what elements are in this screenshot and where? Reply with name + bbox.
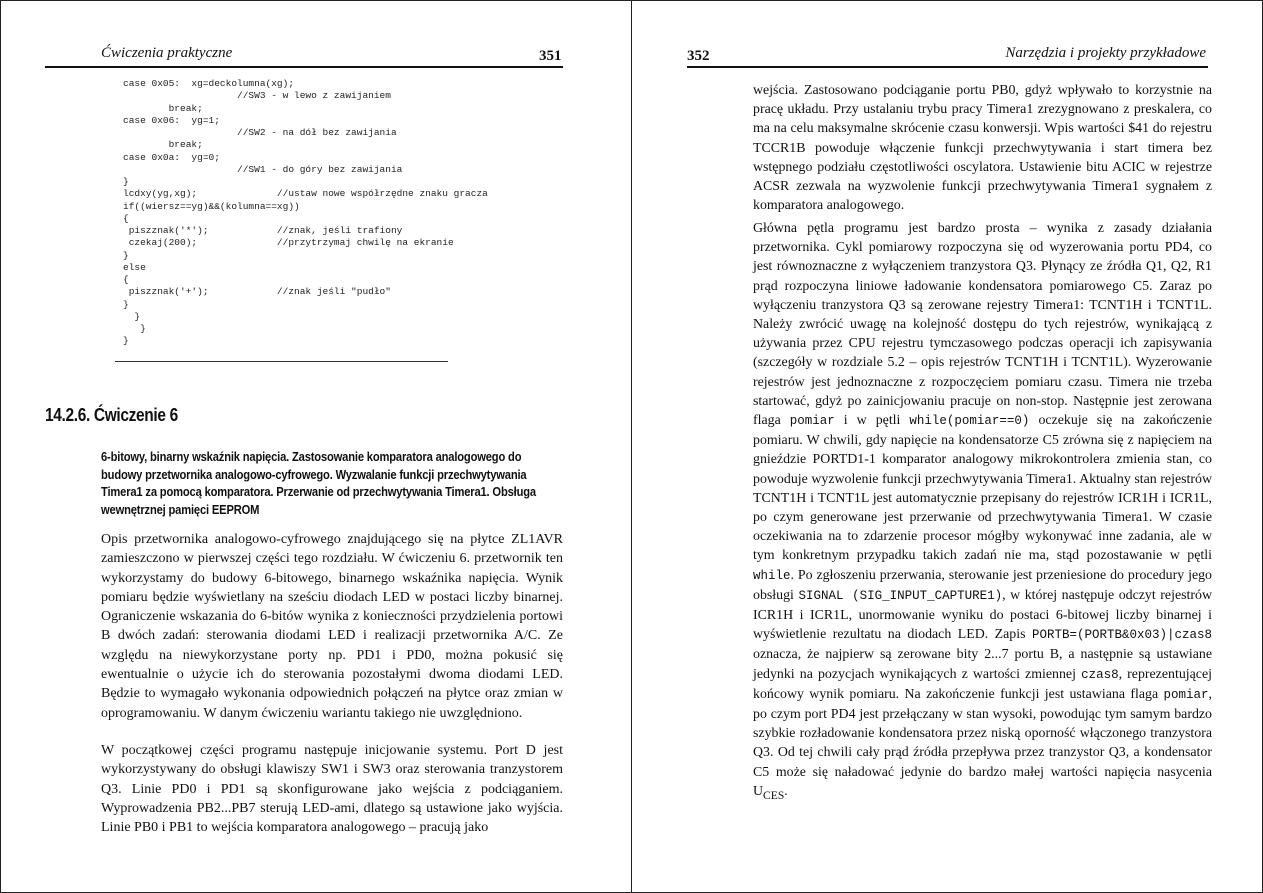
inline-code: while [753,568,791,583]
page-number: 351 [539,48,562,64]
header-rule [45,66,563,68]
code-listing [123,78,553,348]
code-line: if((wiersz==yg)&&(kolumna==xg)) [123,200,300,212]
text-run: , w której następuje odczyt rejestrów ICR1H i ICR1L, unormowanie wyniku do postaci 6-bitowej liczby binarnej i wyświetlenie rezultatu na diodach LED. Zapis [753,587,1212,643]
subscript: CES [763,788,785,802]
inline-code: PORTB=(PORTB&0x03)|czas8 [1031,628,1212,643]
paragraph: W początkowej części programu następuje inicjowanie systemu. Port D jest wykorzystywany do obsługi klawiszy SW1 i SW3 oraz sterowania tranzystorem Q3. Linie PD0 i PD1 są skonfigurowane jako wejścia z podciąganiem. Wyprowadzenia PB2...PB7 sterują LED-ami, dlatego są ustawione jako wyjścia. Linie PB0 i PB1 to wejścia komparatora analogowego – pracują jako [101,743,563,836]
code-line: lcdxy(yg,xg); //ustaw nowe współrzędne znaku gracza [123,188,488,200]
section-heading: 14.2.6. Ćwiczenie 6 [45,405,178,425]
paragraph: wejścia. Zastosowano podciąganie portu PB0, gdyż wpływało to korzystnie na pracę układu. Przy ustalaniu trybu pracy Timera1 zrezygnowano z preskalera, co ma na celu maksymalne skrócenie czasu konwersji. Wpis wartości $41 do rejestru TCCR1B powoduje włączenie funkcji przechwytywania i start timera bez wstępnego podziału częstotliwości oscylatora. Ustawienie bitu ACIC w rejestrze ACSR zezwala na wyzwolenie funkcji przechwytywania Timera1 sygnałem z komparatora analogowego. [753,83,1212,214]
code-line: //SW3 - w lewo z zawijaniem [123,90,391,102]
code-end-rule [115,361,448,362]
code-line: } [123,323,146,334]
code-line: case 0x05: xg=deckolumna(xg); [123,78,295,89]
text-run: i w pętli [834,413,910,429]
code-line: { [123,212,129,224]
code-line: czekaj(200); //przytrzymaj chwilę na ekranie [123,237,454,249]
exercise-subheading: 6-bitowy, binarny wskaźnik napięcia. Zastosowanie komparatora analogowego do budowy przetwornika analogowo-cyfrowego. Wyzwalanie funkcji przechwytywania Timera1 za pomocą komparatora. Przerwanie od przechwytywania Timera1. Obsługa wewnętrznej pamięci EEPROM [101,449,536,517]
code-line: piszznak('*'); //znak, jeśli trafiony [123,225,403,236]
inline-code: while(pomiar==0) [909,414,1030,429]
text-run: . Po zgłoszeniu przerwania, sterowanie jest przeniesione do procedury jego obsługi [753,567,1212,603]
inline-code: pomiar [1163,687,1209,702]
paragraph [753,219,1212,805]
header-rule [687,66,1208,68]
code-line: break; [123,139,203,151]
code-line: } [123,298,129,310]
text-run: . [784,783,788,799]
paragraph: Opis przetwornika analogowo-cyfrowego znajdującego się na płytce ZL1AVR zamieszczono w pierwszej części tego rozdziału. W ćwiczeniu 6. przetwornik ten wykorzystamy do budowy 6-bitowego, binarnego wskaźnika napięcia. Wynik pomiaru będzie wyświetlany na sześciu diodach LED w postaci liczby binarnej. Ograniczenie wskazania do 6-bitów wynika z konieczności przydzielenia portowi B dwóch zadań: sterowania diodami LED i realizacji przetwornika A/C. Ze względu na niewykorzystane porty np. PD1 i PD0, można pokusić się ewentualnie o użycie ich do sterowania pozostałymi dwoma diodami LED. Będzie to wymagało wykonania odpowiednich połączeń na płytce oraz zmian w oprogramowaniu. W danym ćwiczeniu wariantu takiego nie uwzględniono. [101,532,563,721]
code-line: { [123,274,129,285]
page-number: 352 [687,48,710,64]
code-line: } [123,335,129,347]
code-line: } [123,249,129,261]
text-run: Główna pętla programu jest bardzo prosta – wynika z zasady działania przetwornika. Cykl pomiarowy rozpoczyna się od wyzerowania portu PD4, co jest równoznaczne z wyłączeniem tranzystora Q3. Płynący ze źródła Q1, Q2, R1 prąd rozpoczyna liniowe ładowanie kondensatora pomiarowego C5. Zaraz po wyłączeniu tranzystora Q3 są zerowane rejestry Timera1: TCNT1H i TCNT1L. Należy zwrócić uwagę na kolejność dostępu do tych rejestrów, wynikającą z używania przez CPU rejestru tymczasowego podczas operacji ich zapisywania (szczegóły w rozdziale 5.2 – opis rejestrów TCNT1H i TCNT1L). Wyzerowanie rejestrów jest jednoznaczne z rozpoczęciem pomiaru czasu. Timera nie trzeba startować, gdyż po zainicjowaniu pracuje on non-stop. Następnie jest zerowana flaga [753,221,1212,429]
right-page [632,1,1262,892]
code-line: case 0x06: yg=1; [123,114,220,126]
running-title: Ćwiczenia praktyczne [101,45,233,61]
code-line: //SW2 - na dół bez zawijania [123,127,397,138]
code-line: break; [123,102,203,114]
inline-code: SIGNAL (SIG_INPUT_CAPTURE1) [798,588,1003,603]
inline-code: czas8 [1081,667,1119,682]
code-line: } [123,310,141,322]
code-line: case 0x0a: yg=0; [123,151,220,163]
code-line: //SW1 - do góry bez zawijania [123,163,403,175]
text-run: , po czym port PD4 jest przełączany w stan wysoki, powodując tym samym bardzo szybkie rozładowanie kondensatora przez niską oporność włączonego tranzystora Q3. Od tej chwili cały prąd źródła przepływa przez tranzystor Q3, a kondensator C5 może się naładować jedynie do bardzo małej wartości napięcia nasycenia U [753,686,1212,799]
text-run: , reprezentującej końcowy wynik pomiaru. Na zakończenie funkcji jest ustawiana flaga [753,666,1212,702]
text-run: oczekuje się na zakończenie pomiaru. W chwili, gdy napięcie na kondensatorze C5 zrówna się z napięciem na gnieździe PORTD1-1 komparator analogowy mikrokontrolera zmienia stan, co powoduje wyzwolenie funkcji przechwytywania Timera1. Aktualny stan rejestrów TCNT1H i TCNT1L jest automatycznie przepisany do rejestrów ICR1H i ICR1L, po czym generowane jest przerwanie od przechwytywania Timera1. W czasie oczekiwania na to zdarzenie procesor mógłby wykonywać inne zadania, ale w tym konkretnym przypadku takich zadań nie ma, stąd pozostawanie w pętli [753,413,1212,564]
inline-code: pomiar [789,414,835,429]
code-line: else [123,261,146,273]
running-title: Narzędzia i projekty przykładowe [1005,45,1206,61]
left-page [1,1,631,892]
code-line: piszznak('+'); //znak jeśli "pudło" [123,286,391,298]
code-line: } [123,176,129,187]
text-run: oznacza, że najpierw są zerowane bity 2...7 portu B, a następnie są ustawiane jedynki na pozycjach wynikających z wartości zmiennej [753,647,1212,682]
